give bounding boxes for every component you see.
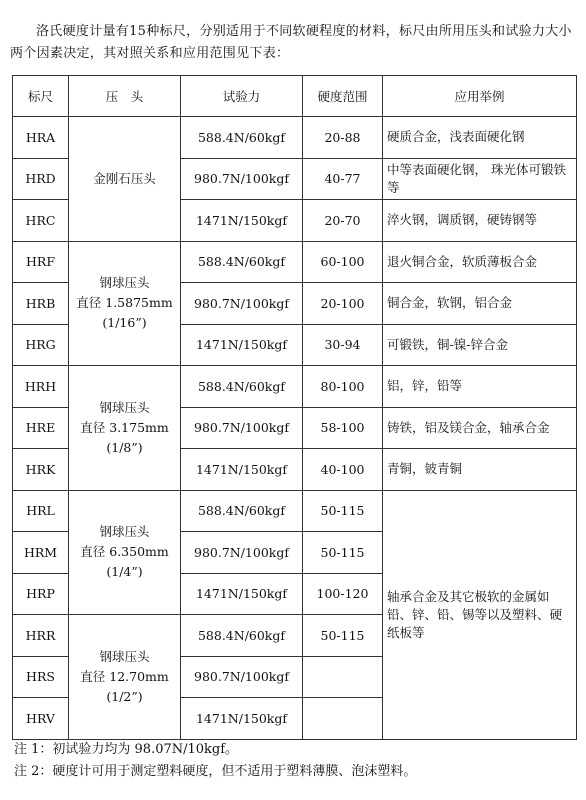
notes bbox=[14, 739, 416, 783]
hardness-range-cell: 50-115 bbox=[303, 615, 383, 657]
test-force-cell: 1471N/150kgf bbox=[181, 573, 303, 615]
test-force-cell: 1471N/150kgf bbox=[181, 324, 303, 366]
note-2: 注 2：硬度计可用于测定塑料硬度，但不适用于塑料薄膜、泡沫塑料。 bbox=[14, 764, 417, 779]
test-force-cell: 588.4N/60kgf bbox=[181, 615, 303, 657]
hardness-range-cell: 20-100 bbox=[303, 283, 383, 325]
scale-cell: HRK bbox=[13, 449, 69, 491]
indenter-line: (1/2”) bbox=[106, 688, 143, 704]
scale-cell: HRC bbox=[13, 200, 69, 242]
header-hardness-range: 硬度范围 bbox=[303, 76, 383, 117]
table-row bbox=[13, 490, 577, 532]
hardness-range-cell: 100-120 bbox=[303, 573, 383, 615]
hardness-range-cell: 40-100 bbox=[303, 449, 383, 491]
hardness-range-cell: 50-115 bbox=[303, 532, 383, 574]
application-cell: 淬火钢，调质钢，硬铸钢等 bbox=[383, 200, 577, 242]
scale-cell: HRV bbox=[13, 698, 69, 740]
test-force-cell: 588.4N/60kgf bbox=[181, 366, 303, 408]
indenter-line: 钢球压头 bbox=[99, 275, 150, 291]
test-force-cell: 588.4N/60kgf bbox=[181, 241, 303, 283]
indenter-line: 钢球压头 bbox=[99, 524, 150, 540]
test-force-cell: 1471N/150kgf bbox=[181, 200, 303, 242]
table-header-row bbox=[13, 76, 577, 117]
application-cell: 硬质合金，浅表面硬化钢 bbox=[383, 117, 577, 159]
application-cell: 退火铜合金，软质薄板合金 bbox=[383, 241, 577, 283]
hardness-range-cell bbox=[303, 656, 383, 698]
scale-cell: HRB bbox=[13, 283, 69, 325]
test-force-cell: 980.7N/100kgf bbox=[181, 407, 303, 449]
test-force-cell: 980.7N/100kgf bbox=[181, 656, 303, 698]
hardness-range-cell bbox=[303, 698, 383, 740]
indenter-line: 直径 6.350mm bbox=[80, 544, 169, 560]
hardness-range-cell: 60-100 bbox=[303, 241, 383, 283]
indenter-line: (1/4”) bbox=[106, 564, 143, 580]
scale-cell: HRD bbox=[13, 158, 69, 200]
hardness-range-cell: 20-88 bbox=[303, 117, 383, 159]
scale-cell: HRL bbox=[13, 490, 69, 532]
test-force-cell: 980.7N/100kgf bbox=[181, 283, 303, 325]
indenter-cell bbox=[69, 490, 181, 615]
indenter-line: 金刚石压头 bbox=[93, 170, 156, 186]
test-force-cell: 980.7N/100kgf bbox=[181, 158, 303, 200]
test-force-cell: 1471N/150kgf bbox=[181, 449, 303, 491]
hardness-range-cell: 58-100 bbox=[303, 407, 383, 449]
indenter-cell bbox=[69, 241, 181, 366]
scale-cell: HRR bbox=[13, 615, 69, 657]
application-cell: 铜合金，软钢，铝合金 bbox=[383, 283, 577, 325]
scale-cell: HRS bbox=[13, 656, 69, 698]
indenter-cell bbox=[69, 117, 181, 242]
scale-cell: HRH bbox=[13, 366, 69, 408]
test-force-cell: 588.4N/60kgf bbox=[181, 117, 303, 159]
hardness-range-cell: 20-70 bbox=[303, 200, 383, 242]
indenter-line: 直径 1.5875mm bbox=[76, 295, 173, 311]
indenter-line: (1/16”) bbox=[102, 315, 147, 331]
scale-cell: HRG bbox=[13, 324, 69, 366]
indenter-line: 钢球压头 bbox=[99, 399, 150, 415]
test-force-cell: 588.4N/60kgf bbox=[181, 490, 303, 532]
scale-cell: HRF bbox=[13, 241, 69, 283]
application-cell: 铸铁，铝及镁合金，轴承合金 bbox=[383, 407, 577, 449]
table-row bbox=[13, 366, 577, 408]
indenter-line: 直径 12.70mm bbox=[80, 668, 169, 684]
hardness-range-cell: 40-77 bbox=[303, 158, 383, 200]
scale-cell: HRA bbox=[13, 117, 69, 159]
hardness-range-cell: 30-94 bbox=[303, 324, 383, 366]
indenter-cell bbox=[69, 366, 181, 491]
header-test-force: 试验力 bbox=[181, 76, 303, 117]
hardness-range-cell: 80-100 bbox=[303, 366, 383, 408]
header-application: 应用举例 bbox=[383, 76, 577, 117]
scale-cell: HRM bbox=[13, 532, 69, 574]
test-force-cell: 980.7N/100kgf bbox=[181, 532, 303, 574]
hardness-range-cell: 50-115 bbox=[303, 490, 383, 532]
application-cell: 铝，锌，铅等 bbox=[383, 366, 577, 408]
indenter-line: 直径 3.175mm bbox=[80, 419, 169, 435]
scale-cell: HRE bbox=[13, 407, 69, 449]
indenter-line: (1/8”) bbox=[106, 439, 143, 455]
indenter-line: 钢球压头 bbox=[99, 648, 150, 664]
application-cell: 可锻铁，铜-镍-锌合金 bbox=[383, 324, 577, 366]
note-1: 注 1：初试验力均为 98.07N/10kgf。 bbox=[14, 742, 239, 757]
application-cell-merged: 轴承合金及其它极软的金属如铅、锌、铅、锡等以及塑料、硬纸板等 bbox=[383, 490, 577, 739]
scale-cell: HRP bbox=[13, 573, 69, 615]
table-row bbox=[13, 117, 577, 159]
intro-paragraph: 洛氏硬度计量有15种标尺，分别适用于不同软硬程度的材料，标尺由所用压头和试验力大小两个因素决定，其对照关系和应用范围见下表： bbox=[10, 24, 572, 61]
hardness-scale-table bbox=[12, 75, 577, 740]
header-indenter: 压 头 bbox=[69, 76, 181, 117]
application-cell: 青铜，铍青铜 bbox=[383, 449, 577, 491]
test-force-cell: 1471N/150kgf bbox=[181, 698, 303, 740]
indenter-cell bbox=[69, 615, 181, 740]
header-scale: 标尺 bbox=[13, 76, 69, 117]
application-cell: 中等表面硬化钢， 珠光体可锻铁等 bbox=[383, 158, 577, 200]
table-row bbox=[13, 241, 577, 283]
